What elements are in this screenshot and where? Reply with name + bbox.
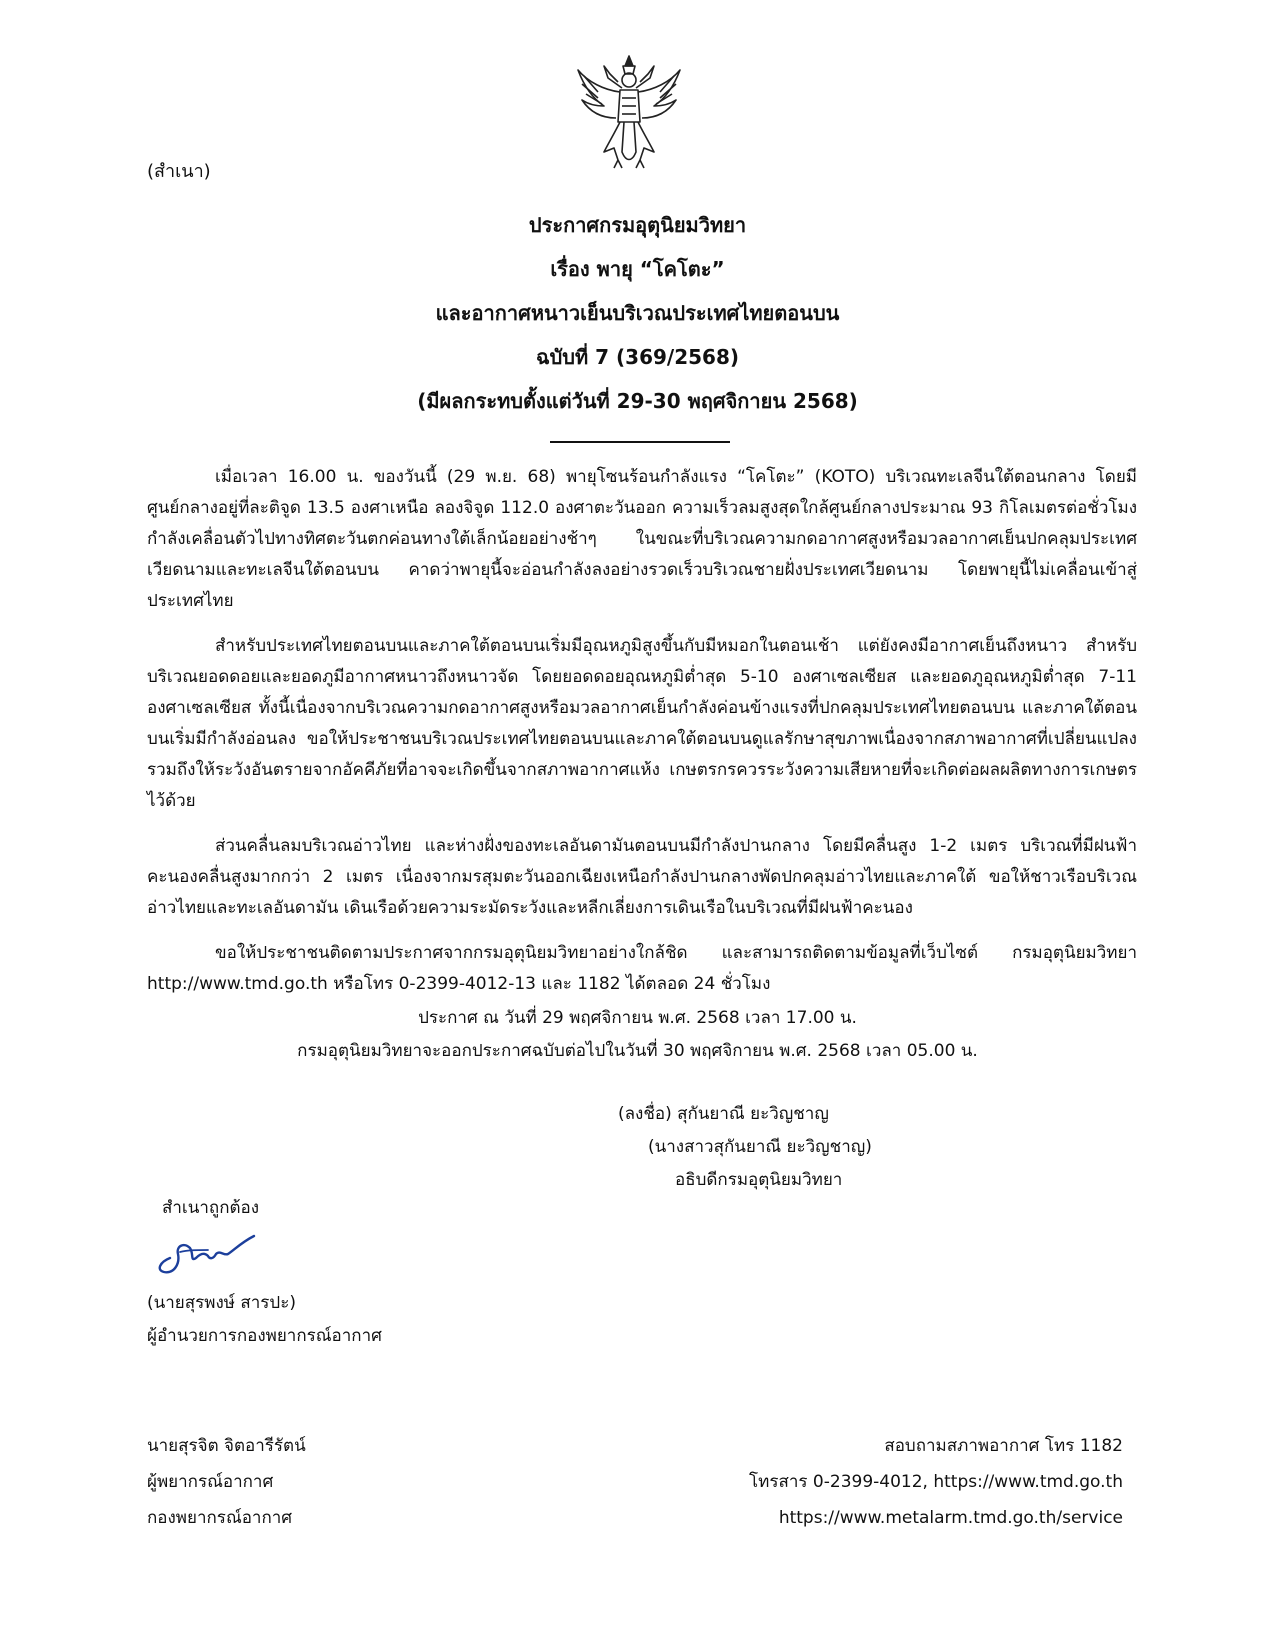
title-effect-period: (มีผลกระทบตั้งแต่วันที่ 29-30 พฤศจิกายน 2568) [417, 389, 858, 413]
title-issue-number: ฉบับที่ 7 (369/2568) [535, 345, 740, 369]
certifier-name: (นายสุรพงษ์ สารปะ) [147, 1293, 296, 1313]
announcement-title [0, 203, 1275, 423]
forecaster-name: นายสุรจิต จิตอารีรัตน์ [147, 1436, 306, 1456]
paragraph-cold-weather: สำหรับประเทศไทยตอนบนและภาคใต้ตอนบนเริ่มมีอุณหภูมิสูงขึ้นกับมีหมอกในตอนเช้า แต่ยังคงมีอากาศเย็นถึงหนาว สำหรับบริเวณยอดดอยและยอดภูมีอากาศหนาวถึงหนาวจัด โดยยอดดอยอุณหภูมิต่ำสุด 5-10 องศาเซลเซียส และยอดภูอุณหภูมิต่ำสุด 7-11 องศาเซลเซียส ทั้งนี้เนื่องจากบริเวณความกดอากาศสูงหรือมวลอากาศเย็นกำลังค่อนข้างแรงที่ปกคลุมประเทศไทยตอนบน และภาคใต้ตอนบนเริ่มมีกำลังอ่อนลง ขอให้ประชาชนบริเวณประเทศไทยตอนบนและภาคใต้ตอนบนดูแลรักษาสุขภาพเนื่องจากสภาพอากาศที่เปลี่ยนแปลง รวมถึงให้ระวังอันตรายจากอัคคีภัยที่อาจจะเกิดขึ้นจากสภาพอากาศแห้ง เกษตรกรควรระวังความเสียหายที่จะเกิดต่อผลผลิตทางการเกษตรไว้ด้วย [147, 636, 1137, 811]
service-url: https://www.metalarm.tmd.go.th/service [778, 1508, 1123, 1528]
announcement-body [147, 462, 1137, 1014]
title-subject: เรื่อง พายุ “โคโตะ” [550, 257, 725, 281]
fax-website: โทรสาร 0-2399-4012, https://www.tmd.go.th [749, 1472, 1123, 1492]
copy-mark: (สำเนา) [147, 161, 211, 182]
footer-forecaster [147, 1428, 306, 1536]
certifier-position: ผู้อำนวยการกองพยากรณ์อากาศ [147, 1326, 382, 1346]
paragraph-waves: ส่วนคลื่นลมบริเวณอ่าวไทย และห่างฝั่งของทะเลอันดามันตอนบนมีกำลังปานกลาง โดยมีคลื่นสูง 1-2 เมตร บริเวณที่มีฝนฟ้าคะนองคลื่นสูงมากกว่า 2 เมตร เนื่องจากมรสุมตะวันออกเฉียงเหนือกำลังปานกลางพัดปกคลุมอ่าวไทยและภาคใต้ ขอให้ชาวเรือบริเวณอ่าวไทยและทะเลอันดามัน เดินเรือด้วยความระมัดระวังและหลีกเลี่ยงการเดินเรือในบริเวณที่มีฝนฟ้าคะนอง [147, 836, 1137, 918]
signer-block [600, 1098, 1120, 1197]
certified-copy-label: สำเนาถูกต้อง [162, 1198, 260, 1218]
title-divider [550, 441, 730, 443]
certifier-block [147, 1287, 382, 1353]
signer-signed: (ลงชื่อ) สุกันยาณี ยะวิญชาญ [618, 1104, 829, 1124]
issue-info [0, 1002, 1275, 1068]
announced-date: ประกาศ ณ วันที่ 29 พฤศจิกายน พ.ศ. 2568 เวลา 17.00 น. [418, 1008, 857, 1028]
title-agency: ประกาศกรมอุตุนิยมวิทยา [528, 213, 747, 237]
forecaster-title: ผู้พยากรณ์อากาศ [147, 1472, 274, 1492]
forecaster-division: กองพยากรณ์อากาศ [147, 1508, 293, 1528]
footer-contact [749, 1428, 1123, 1536]
paragraph-storm: เมื่อเวลา 16.00 น. ของวันนี้ (29 พ.ย. 68) พายุโซนร้อนกำลังแรง “โคโตะ” (KOTO) บริเวณทะเลจีนใต้ตอนกลาง โดยมีศูนย์กลางอยู่ที่ละติจูด 13.5 องศาเหนือ ลองจิจูด 112.0 องศาตะวันออก ความเร็วลมสูงสุดใกล้ศูนย์กลางประมาณ 93 กิโลเมตรต่อชั่วโมง กำลังเคลื่อนตัวไปทางทิศตะวันตกค่อนทางใต้เล็กน้อยอย่างช้าๆ ในขณะที่บริเวณความกดอากาศสูงหรือมวลอากาศเย็นปกคลุมประเทศเวียดนามและทะเลจีนใต้ตอนบน คาดว่าพายุนี้จะอ่อนกำลังลงอย่างรวดเร็วบริเวณชายฝั่งประเทศเวียดนาม โดยพายุนี้ไม่เคลื่อนเข้าสู่ประเทศไทย [147, 467, 1137, 611]
next-issue-date: กรมอุตุนิยมวิทยาจะออกประกาศฉบับต่อไปในวันที่ 30 พฤศจิกายน พ.ศ. 2568 เวลา 05.00 น. [297, 1041, 978, 1061]
inquiry-phone: สอบถามสภาพอากาศ โทร 1182 [884, 1436, 1123, 1456]
garuda-emblem-icon [574, 52, 684, 172]
signer-position: อธิบดีกรมอุตุนิยมวิทยา [675, 1170, 843, 1190]
signer-full-name: (นางสาวสุกันยาณี ยะวิญชาญ) [648, 1137, 872, 1157]
title-subject-2: และอากาศหนาวเย็นบริเวณประเทศไทยตอนบน [435, 301, 840, 325]
signature-icon [150, 1228, 270, 1278]
paragraph-follow-up: ขอให้ประชาชนติดตามประกาศจากกรมอุตุนิยมวิทยาอย่างใกล้ชิด และสามารถติดตามข้อมูลที่เว็บไซต์ กรมอุตุนิยมวิทยา http://www.tmd.go.th หรือโทร 0-2399-4012-13 และ 1182 ได้ตลอด 24 ชั่วโมง [147, 943, 1137, 994]
